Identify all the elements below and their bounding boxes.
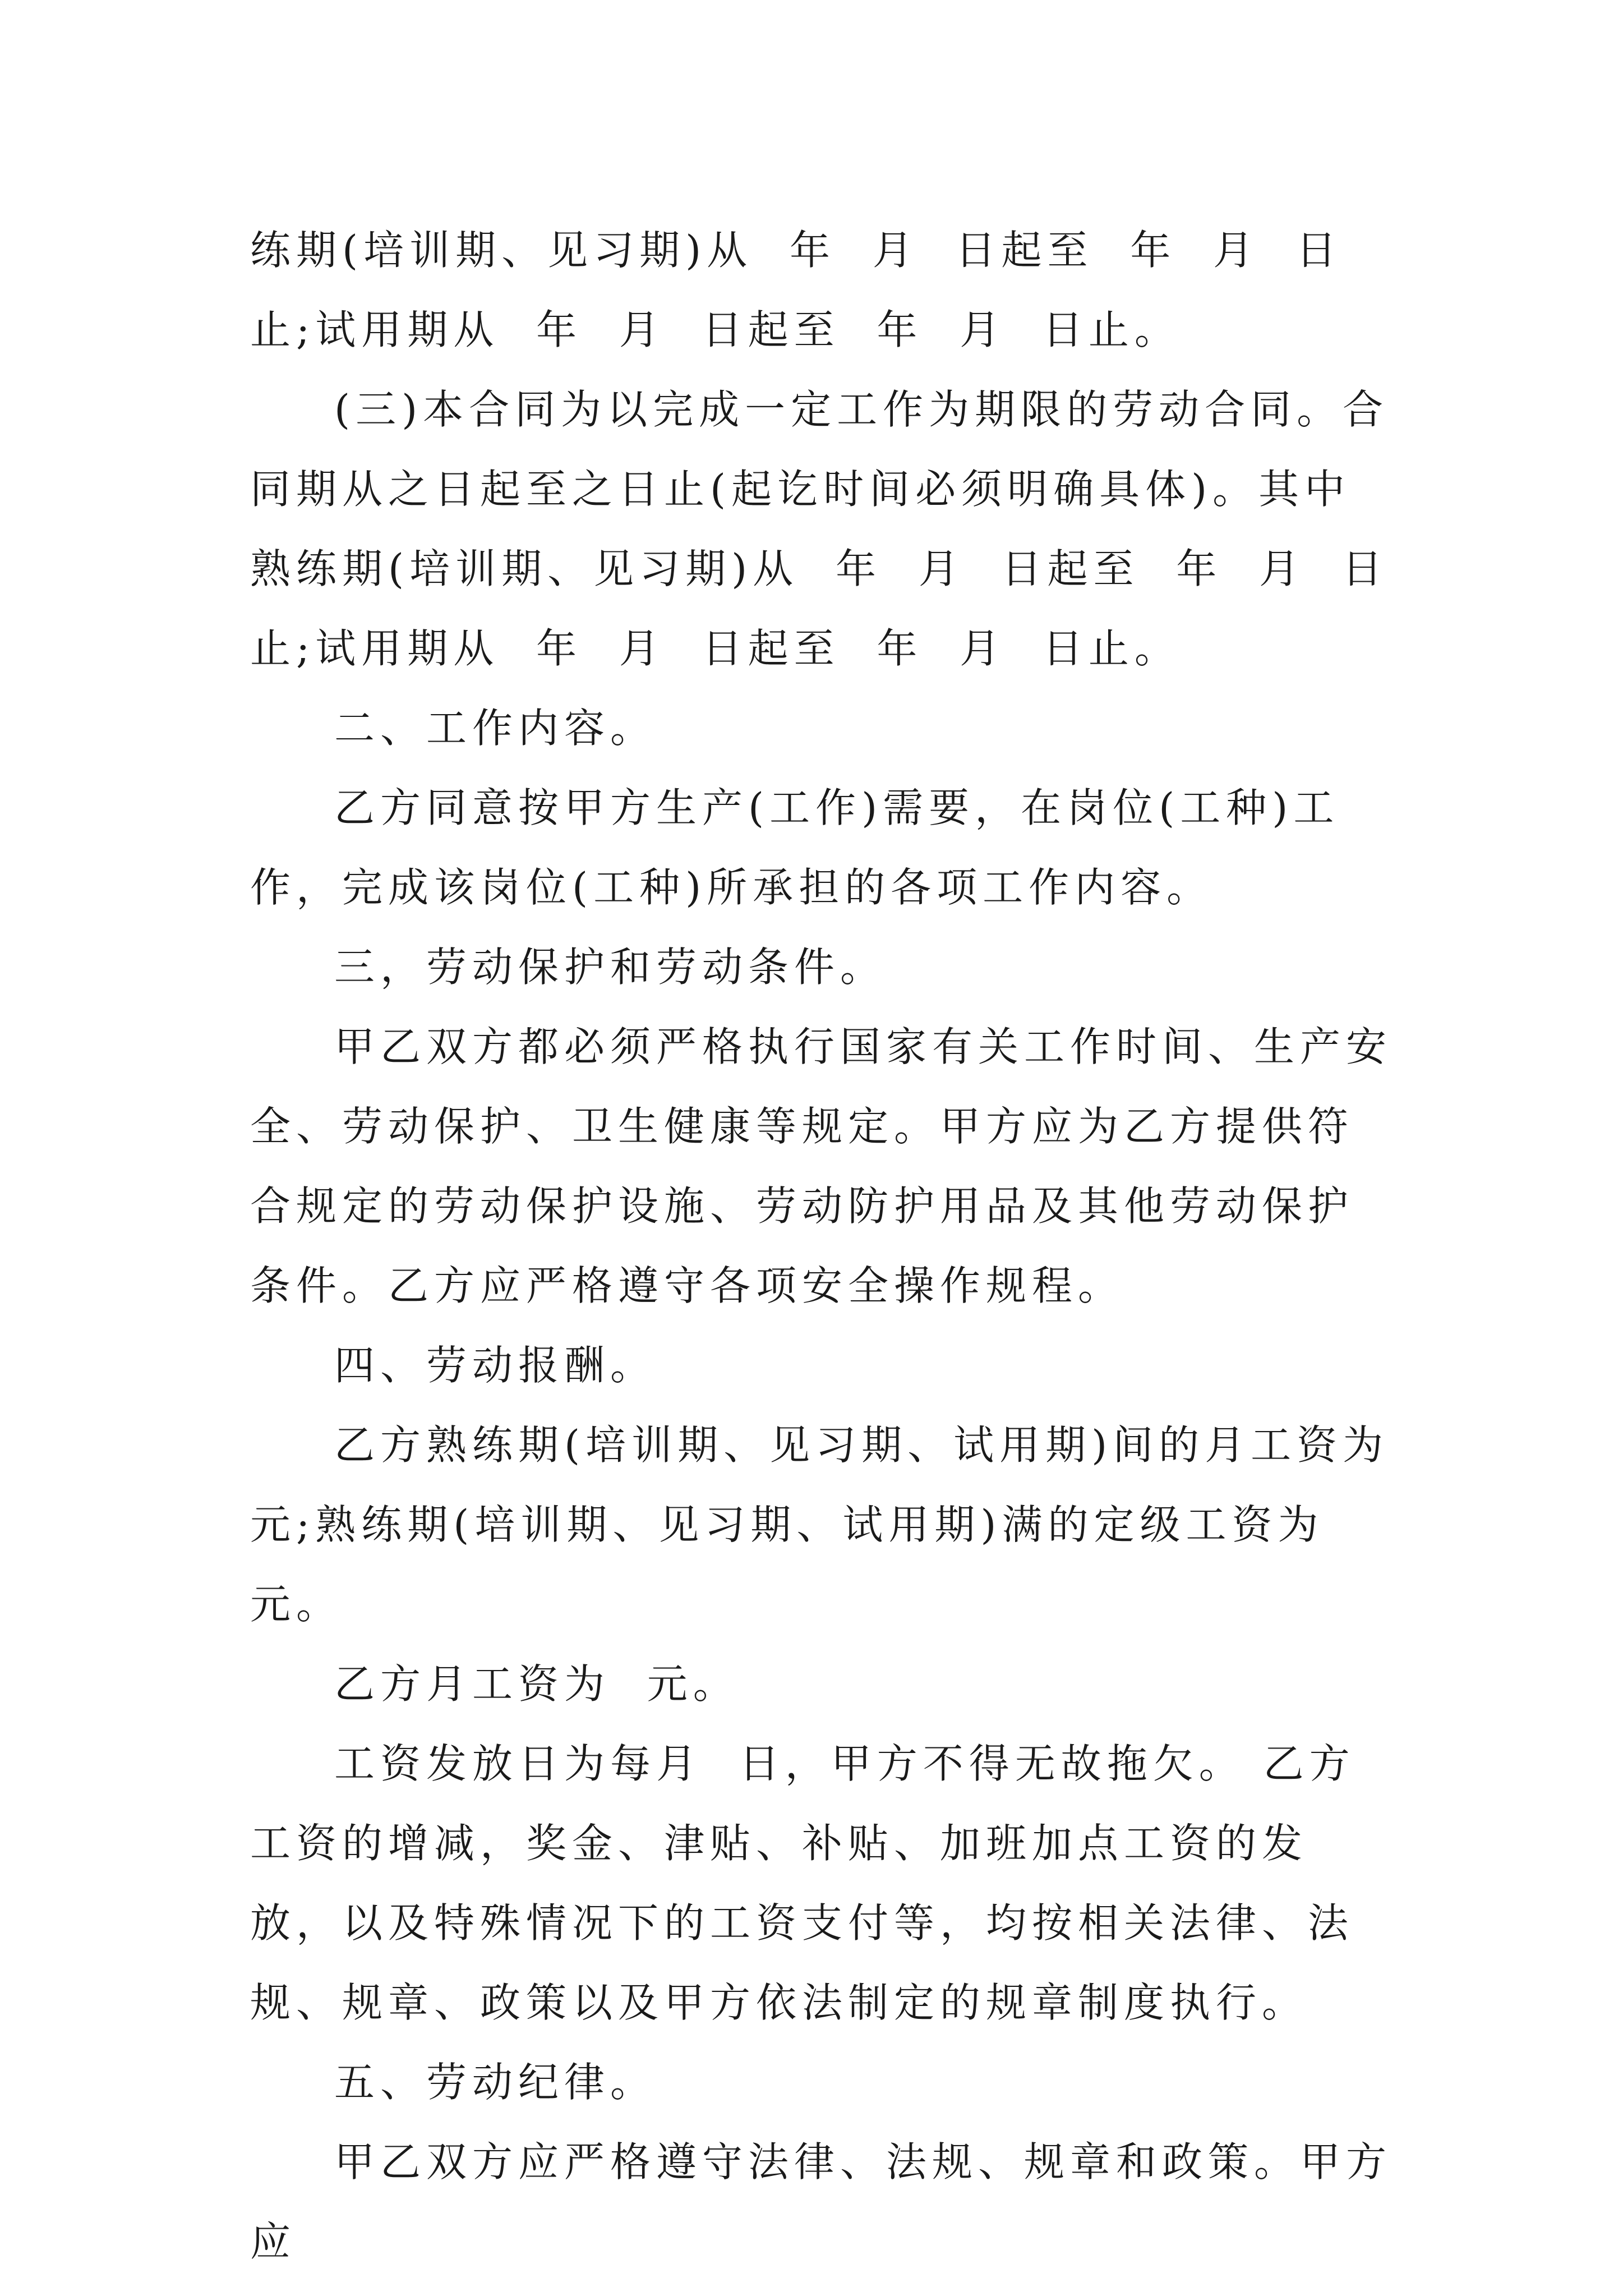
paragraph-task-based-contract: (三)本合同为以完成一定工作为期限的劳动合同。合同期从之日起至之日止(起讫时间必须明确具体)。其中熟练期(培训期、见习期)从 年 月 日起至 年 月 日止;试用期从 年 月 日起至 年 月 日止。 (250, 386, 1389, 672)
paragraph-probation-wage: 乙方熟练期(培训期、见习期、试用期)间的月工资为 元;熟练期(培训期、见习期、试用期)满的定级工资为 元。 (250, 1421, 1426, 1628)
paragraph-training-period: 练期(培训期、见习期)从 年 月 日起至 年 月 日止;试用期从 年 月 日起至 年 月 日止。 (250, 227, 1342, 353)
paragraph-monthly-wage: 乙方月工资为 元。 (334, 1660, 739, 1708)
section-heading-work-content: 二、工作内容。 (334, 705, 657, 752)
paragraph-discipline: 甲乙双方应严格遵守法律、法规、规章和政策。甲方应 (250, 2138, 1393, 2265)
section-heading-remuneration: 四、劳动报酬。 (334, 1342, 657, 1389)
document-body (250, 210, 1426, 2281)
paragraph-labor-protection: 甲乙双方都必须严格执行国家有关工作时间、生产安全、劳动保护、卫生健康等规定。甲方应为乙方提供符合规定的劳动保护设施、劳动防护用品及其他劳动保护条件。乙方应严格遵守各项安全操作规程。 (250, 1023, 1393, 1309)
paragraph-work-content: 乙方同意按甲方生产(工作)需要，在岗位(工种)工作，完成该岗位(工种)所承担的各项工作内容。 (250, 784, 1340, 911)
section-heading-discipline: 五、劳动纪律。 (334, 2059, 657, 2106)
section-heading-labor-protection: 三，劳动保护和劳动条件。 (334, 944, 887, 991)
paragraph-payday: 工资发放日为每月 日，甲方不得无故拖欠。 乙方工资的增减，奖金、津贴、补贴、加班加点工资的发放，以及特殊情况下的工资支付等，均按相关法律、法规、规章、政策以及甲方依法制定的规章制度执行。 (250, 1740, 1355, 2026)
